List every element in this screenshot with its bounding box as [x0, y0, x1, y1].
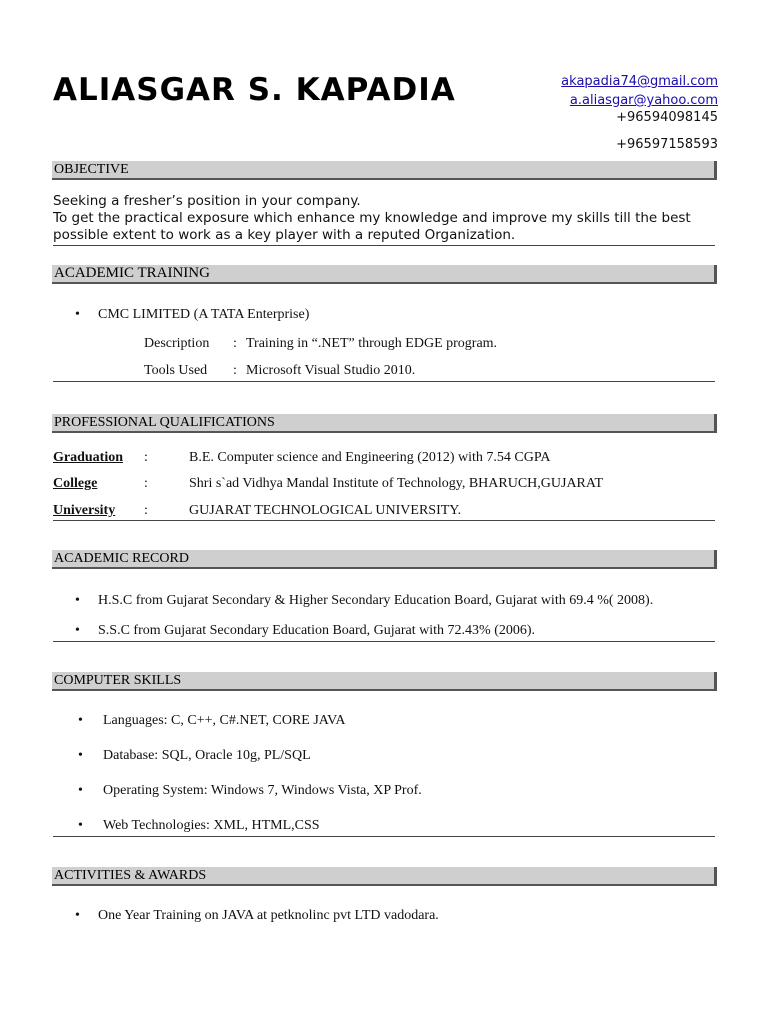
objective-line: To get the practical exposure which enhance my knowledge and improve my skills till the best — [53, 210, 691, 226]
email-link-primary[interactable]: akapadia74@gmail.com — [561, 74, 718, 89]
bullet-icon: • — [78, 713, 83, 728]
description-label: Description — [144, 336, 210, 351]
activity-item: One Year Training on JAVA at petknolinc pvt LTD vadodara. — [98, 908, 439, 923]
section-divider — [53, 520, 715, 521]
section-divider — [53, 245, 715, 246]
qualification-value-graduation: B.E. Computer science and Engineering (2012) with 7.54 CGPA — [189, 450, 551, 465]
phone-number-primary: +96594098145 — [616, 110, 718, 125]
section-heading-computer-skills: COMPUTER SKILLS — [52, 672, 717, 691]
academic-record-item: S.S.C from Gujarat Secondary Education Board, Gujarat with 72.43% (2006). — [98, 623, 536, 638]
section-heading-activities-awards: ACTIVITIES & AWARDS — [52, 867, 717, 886]
objective-line: possible extent to work as a key player with a reputed Organization. — [53, 227, 516, 243]
section-heading-academic-training: ACADEMIC TRAINING — [52, 265, 717, 284]
phone-number-secondary: +96597158593 — [616, 137, 718, 152]
bullet-icon: • — [78, 818, 83, 833]
section-divider — [53, 641, 715, 642]
bullet-icon: • — [75, 623, 80, 638]
field-separator: : — [144, 503, 148, 518]
qualification-label-college: College — [53, 476, 98, 491]
qualification-value-college: Shri s`ad Vidhya Mandal Institute of Technology, BHARUCH,GUJARAT — [189, 476, 604, 491]
qualification-label-graduation: Graduation — [53, 450, 124, 465]
section-divider — [53, 381, 715, 382]
description-value: Training in “.NET” through EDGE program. — [246, 336, 498, 351]
bullet-icon: • — [75, 307, 80, 322]
qualification-label-university: University — [53, 503, 116, 518]
bullet-icon: • — [78, 783, 83, 798]
training-item: CMC LIMITED (A TATA Enterprise) — [98, 307, 310, 322]
section-heading-professional-qualifications: PROFESSIONAL QUALIFICATIONS — [52, 414, 717, 433]
field-separator: : — [144, 450, 148, 465]
academic-record-item: H.S.C from Gujarat Secondary & Higher Secondary Education Board, Gujarat with 69.4 %( 2008). — [98, 593, 654, 608]
objective-line: Seeking a fresher’s position in your company. — [53, 193, 361, 209]
field-separator: : — [144, 476, 148, 491]
bullet-icon: • — [78, 748, 83, 763]
section-heading-objective: OBJECTIVE — [52, 161, 717, 180]
qualification-value-university: GUJARAT TECHNOLOGICAL UNIVERSITY. — [189, 503, 462, 518]
skill-item-database: Database: SQL, Oracle 10g, PL/SQL — [103, 748, 311, 763]
email-link-secondary[interactable]: a.aliasgar@yahoo.com — [569, 93, 718, 108]
field-separator: : — [233, 336, 237, 351]
section-divider — [53, 836, 715, 837]
tools-label: Tools Used — [144, 363, 208, 378]
tools-value: Microsoft Visual Studio 2010. — [246, 363, 416, 378]
candidate-name: ALIASGAR S. KAPADIA — [53, 72, 456, 108]
skill-item-web-technologies: Web Technologies: XML, HTML,CSS — [103, 818, 320, 833]
bullet-icon: • — [75, 593, 80, 608]
bullet-icon: • — [75, 908, 80, 923]
skill-item-languages: Languages: C, C++, C#.NET, CORE JAVA — [103, 713, 346, 728]
field-separator: : — [233, 363, 237, 378]
section-heading-academic-record: ACADEMIC RECORD — [52, 550, 717, 569]
skill-item-operating-system: Operating System: Windows 7, Windows Vista, XP Prof. — [103, 783, 422, 798]
